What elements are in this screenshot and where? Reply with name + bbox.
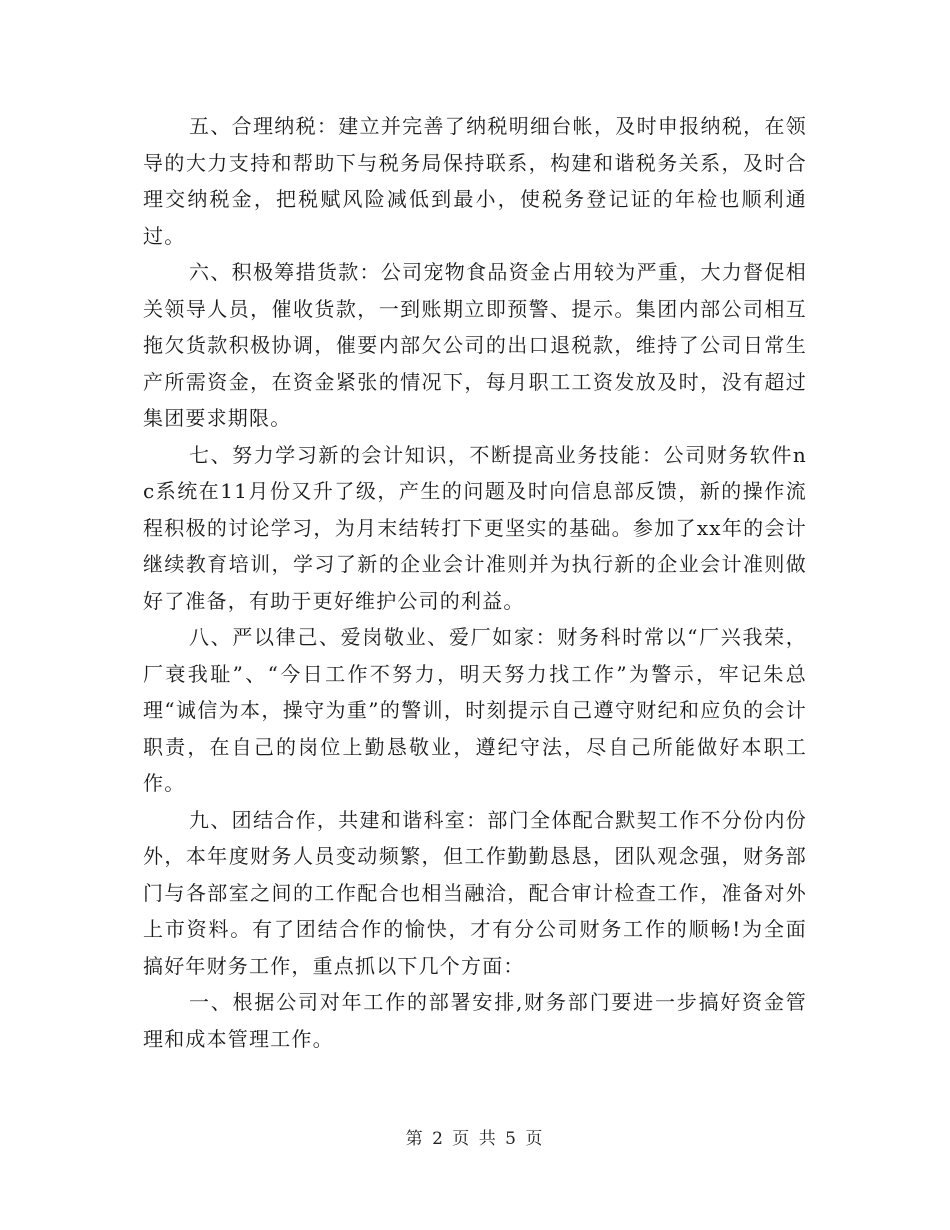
document-body [143,108,807,1057]
paragraph-teamwork: 九、团结合作，共建和谐科室：部门全体配合默契工作不分份内份外，本年度财务人员变动频繁，但工作勤勤恳恳，团队观念强，财务部门与各部室之间的工作配合也相当融洽，配合审计检查工作，准备对外上市资料。有了团结合作的愉快，才有分公司财务工作的顺畅!为全面搞好年财务工作，重点抓以下几个方面： [143,807,807,978]
page-number-footer: 第 2 页 共 5 页 [405,1129,545,1149]
paragraph-plan-item-one: 一、根据公司对年工作的部署安排,财务部门要进一步搞好资金管理和成本管理工作。 [143,990,807,1051]
paragraph-tax: 五、合理纳税：建立并完善了纳税明细台帐，及时申报纳税，在领导的大力支持和帮助下与税务局保持联系，构建和谐税务关系，及时合理交纳税金，把税赋风险减低到最小，使税务登记证的年检也顺利通过。 [143,114,807,248]
paragraph-self-discipline: 八、严以律己、爱岗敬业、爱厂如家：财务科时常以“厂兴我荣，厂衰我耻”、“今日工作不努力，明天努力找工作”为警示，牢记朱总理“诚信为本，操守为重”的警训，时刻提示自己遵守财纪和应负的会计职责，在自己的岗位上勤恳敬业，遵纪守法，尽自己所能做好本职工作。 [143,625,807,795]
paragraph-payment-collection: 六、积极筹措货款：公司宠物食品资金占用较为严重，大力督促相关领导人员，催收货款，一到账期立即预警、提示。集团内部公司相互拖欠货款积极协调，催要内部欠公司的出口退税款，维持了公司日常生产所需资金，在资金紧张的情况下，每月职工工资发放及时，没有超过集团要求期限。 [143,260,807,430]
paragraph-accounting-study: 七、努力学习新的会计知识，不断提高业务技能：公司财务软件nc系统在11月份又升了级，产生的问题及时向信息部反馈，新的操作流程积极的讨论学习，为月末结转打下更坚实的基础。参加了xx年的会计继续教育培训，学习了新的企业会计准则并为执行新的企业会计准则做好了准备，有助于更好维护公司的利益。 [143,442,807,613]
